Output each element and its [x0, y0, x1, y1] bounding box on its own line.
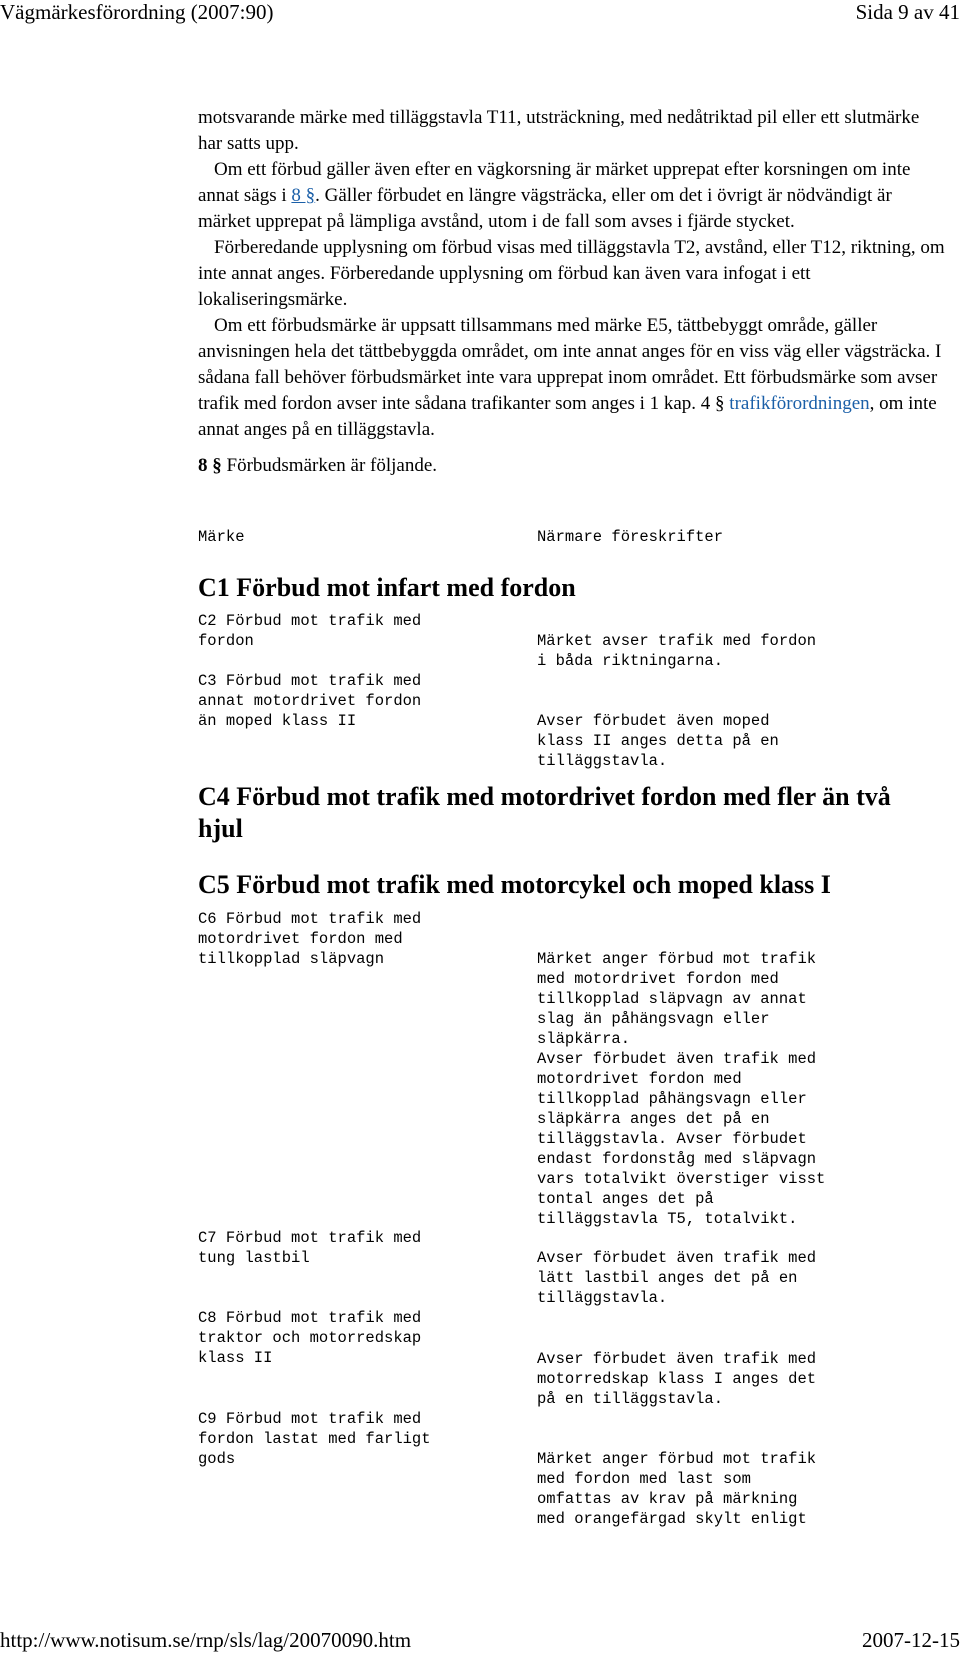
trafikforordningen-link[interactable]: trafikförordningen: [729, 393, 870, 414]
sign-c2-name: C2 Förbud mot trafik med fordon: [198, 612, 422, 650]
print-date: 2007-12-15: [862, 1628, 960, 1652]
paragraph-4-text: Om ett förbudsmärke är uppsatt tillsammans med märke E5, tättbebyggt område, gäller anvisningen hela det tättbebyggda området, om inte annat anges för en viss väg eller vägsträcka. I sådana fall behöver förbudsmärket inte vara upprepat inom området. Ett förbudsmärke som avser trafik med fordon avser inte sådana trafikanter som anges i 1 kap. 4: [198, 315, 942, 414]
col-header-sign: Märke: [198, 528, 245, 546]
sign-c1-title: C1 Förbud mot infart med fordon: [198, 573, 576, 602]
page-footer: [0, 1628, 960, 1654]
section-heading: [198, 453, 948, 479]
col-header-rules: Närmare föreskrifter: [537, 528, 724, 546]
section-sign-bold: §: [212, 455, 222, 476]
paragraph-3: Förberedande upplysning om förbud visas med tilläggstavla T2, avstånd, eller T12, riktning, om inte annat anges. Förberedande upplysning om förbud kan även vara infogat i ett lokaliseringsmärke.: [198, 237, 945, 310]
section-number: 8: [198, 455, 208, 476]
section-sign: §: [715, 393, 725, 414]
sign-c2-rule: Märket avser trafik med fordon i båda riktningarna.: [537, 632, 817, 670]
sign-c8-rule: Avser förbudet även trafik med motorredskap klass I anges det på en tilläggstavla.: [537, 1350, 817, 1408]
paragraph-2: [198, 157, 948, 235]
paragraph-4-text-end: , om inte annat anges på en tilläggstavla.: [198, 393, 937, 440]
paragraph-2-text: Om ett förbud gäller även efter en vägkorsning är märket upprepat efter korsningen om inte annat sägs i: [198, 159, 911, 206]
document-title: Vägmärkesförordning (2007:90): [0, 0, 274, 24]
sign-c6-name: C6 Förbud mot trafik med motordrivet fordon med tillkopplad släpvagn: [198, 910, 422, 968]
page-header: [0, 0, 960, 28]
section-8-link[interactable]: 8 §: [291, 185, 316, 206]
source-url-link[interactable]: http://www.notisum.se/rnp/sls/lag/20070090.htm: [0, 1628, 412, 1652]
paragraph-1: motsvarande märke med tilläggstavla T11, utsträckning, med nedåtriktad pil eller ett slutmärke har satts upp.: [198, 107, 920, 154]
sign-c7-rule: Avser förbudet även trafik med lätt lastbil anges det på en tilläggstavla.: [537, 1249, 817, 1307]
sign-c3-rule: Avser förbudet även moped klass II anges detta på en tilläggstavla.: [537, 712, 779, 770]
sign-c9-rule: Märket anger förbud mot trafik med fordon med last som omfattas av krav på märkning med orangefärgad skylt enligt: [537, 1450, 817, 1528]
section-text: Förbudsmärken är följande.: [226, 455, 438, 476]
sign-c6-rule: Märket anger förbud mot trafik med motordrivet fordon med tillkopplad släpvagn av annat slag än påhängsvagn eller släpkärra. Avser förbudet även trafik med motordrivet fordon med tillkopplad påhängsvagn eller släpkärra anges det på en tilläggstavla. Avser förbudet endast fordonståg med släpvagn vars totalvikt överstiger visst tontal anges det på tilläggstavla T5, totalvikt.: [537, 950, 826, 1228]
page-number: Sida 9 av 41: [855, 0, 960, 24]
sign-c9-name: C9 Förbud mot trafik med fordon lastat med farligt gods: [198, 1410, 431, 1468]
paragraph-4: [198, 313, 948, 443]
sign-c5-title: C5 Förbud mot trafik med motorcykel och moped klass I: [198, 870, 831, 899]
sign-c8-name: C8 Förbud mot trafik med traktor och motorredskap klass II: [198, 1309, 422, 1367]
paragraph-2-text-end: . Gäller förbudet en längre vägsträcka, eller om det i övrigt är nödvändigt är märket upprepat på lämpliga avstånd, utom i de fall som avses i fjärde stycket.: [198, 185, 892, 232]
sign-c4-title: C4 Förbud mot trafik med motordrivet fordon med fler än två hjul: [198, 782, 891, 843]
document-body: [198, 105, 948, 479]
sign-c3-name: C3 Förbud mot trafik med annat motordrivet fordon än moped klass II: [198, 672, 422, 730]
sign-c7-name: C7 Förbud mot trafik med tung lastbil: [198, 1229, 422, 1267]
